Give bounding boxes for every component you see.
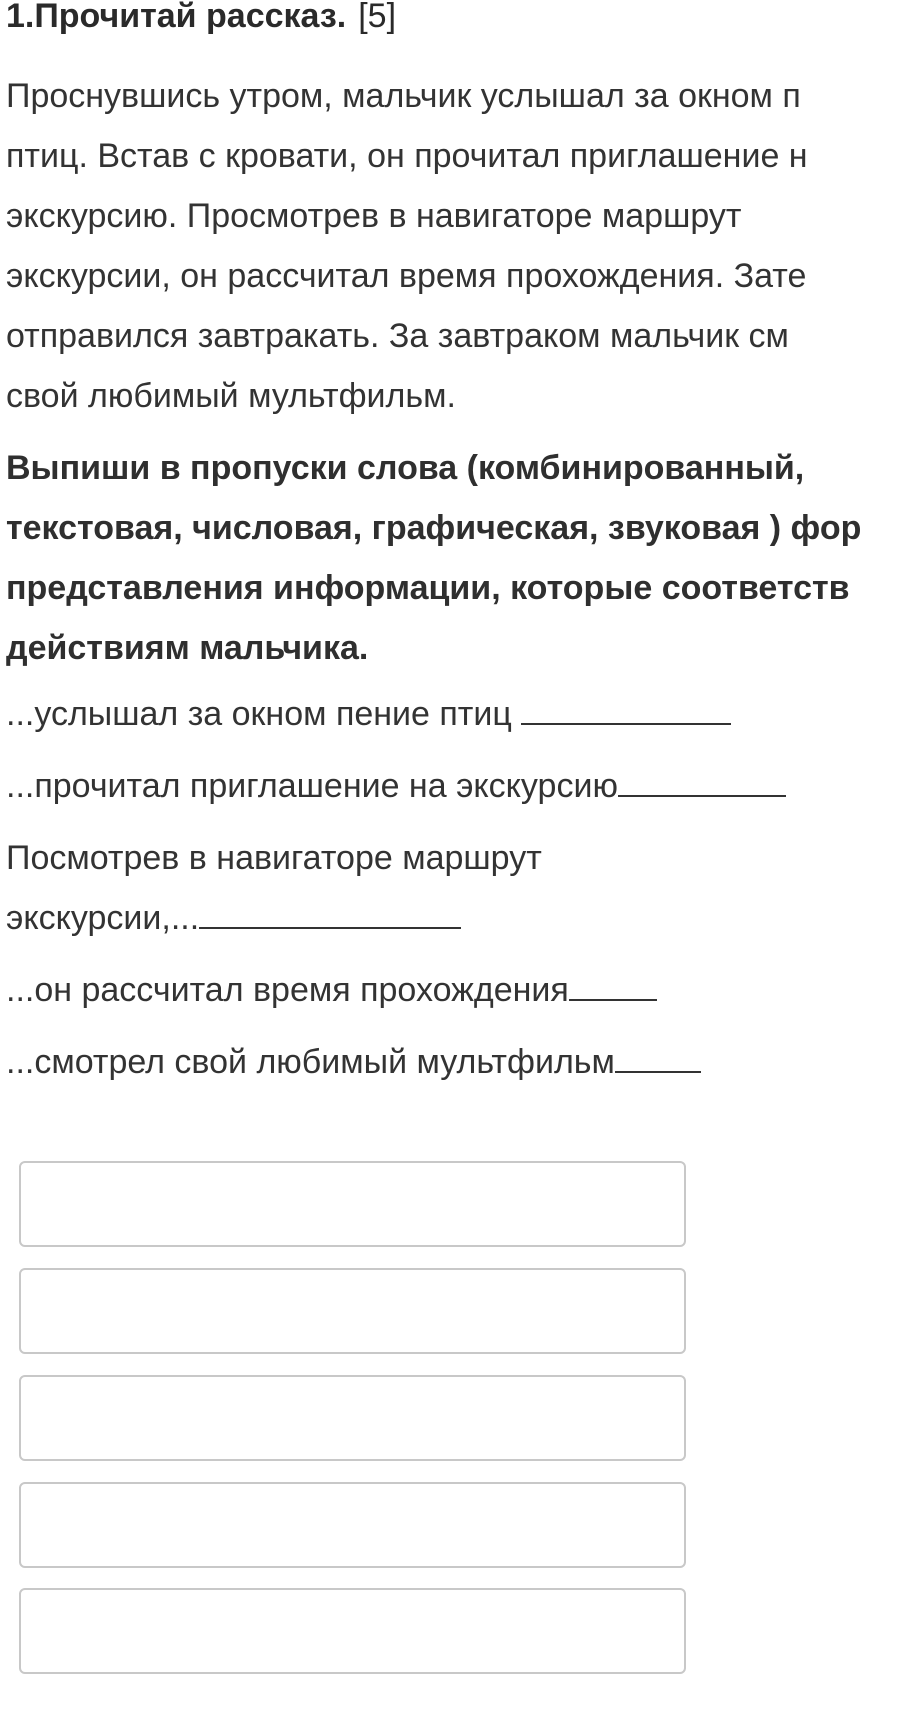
instruction-line: представления информации, которые соответств: [6, 569, 850, 607]
fill-in-item: [6, 764, 786, 808]
instruction-text: [6, 438, 914, 678]
fill-in-item: [6, 896, 461, 940]
answer-input-3[interactable]: [19, 1375, 686, 1461]
fill-in-item: [6, 836, 542, 880]
fill-in-item: [6, 1040, 701, 1084]
answer-input-5[interactable]: [19, 1588, 686, 1674]
item-text: Посмотрев в навигаторе маршрут: [6, 839, 542, 877]
answer-input-1[interactable]: [19, 1161, 686, 1247]
story-text: [6, 66, 914, 426]
instruction-line: Выпиши в пропуски слова (комбинированный,: [6, 449, 805, 487]
task-points: [5]: [358, 0, 397, 35]
item-text: ...смотрел свой любимый мультфильм: [6, 1043, 615, 1081]
fill-in-item: [6, 968, 657, 1012]
task-number-title: 1.Прочитай рассказ.: [6, 0, 347, 35]
item-text: ...он рассчитал время прохождения: [6, 971, 569, 1009]
answer-blank: [199, 897, 461, 929]
answer-blank: [618, 765, 786, 797]
answer-blank: [569, 969, 657, 1001]
answer-blank: [521, 693, 731, 725]
answer-blank: [615, 1041, 701, 1073]
story-line: отправился завтракать. За завтраком мальчик см: [6, 317, 789, 355]
fill-in-item: [6, 692, 731, 736]
item-text: ...услышал за окном пение птиц: [6, 695, 522, 733]
item-text: экскурсии,...: [6, 899, 200, 937]
story-line: Проснувшись утром, мальчик услышал за окном п: [6, 77, 801, 115]
answer-input-2[interactable]: [19, 1268, 686, 1354]
story-line: экскурсию. Просмотрев в навигаторе маршрут: [6, 197, 742, 235]
story-line: птиц. Встав с кровати, он прочитал приглашение н: [6, 137, 808, 175]
instruction-line: текстовая, числовая, графическая, звуковая ) фор: [6, 509, 862, 547]
story-line: экскурсии, он рассчитал время прохождения. Зате: [6, 257, 807, 295]
instruction-line: действиям мальчика.: [6, 629, 369, 667]
answer-input-4[interactable]: [19, 1482, 686, 1568]
item-text: ...прочитал приглашение на экскурсию: [6, 767, 618, 805]
story-line: свой любимый мультфильм.: [6, 377, 456, 415]
task-title: [6, 0, 396, 38]
